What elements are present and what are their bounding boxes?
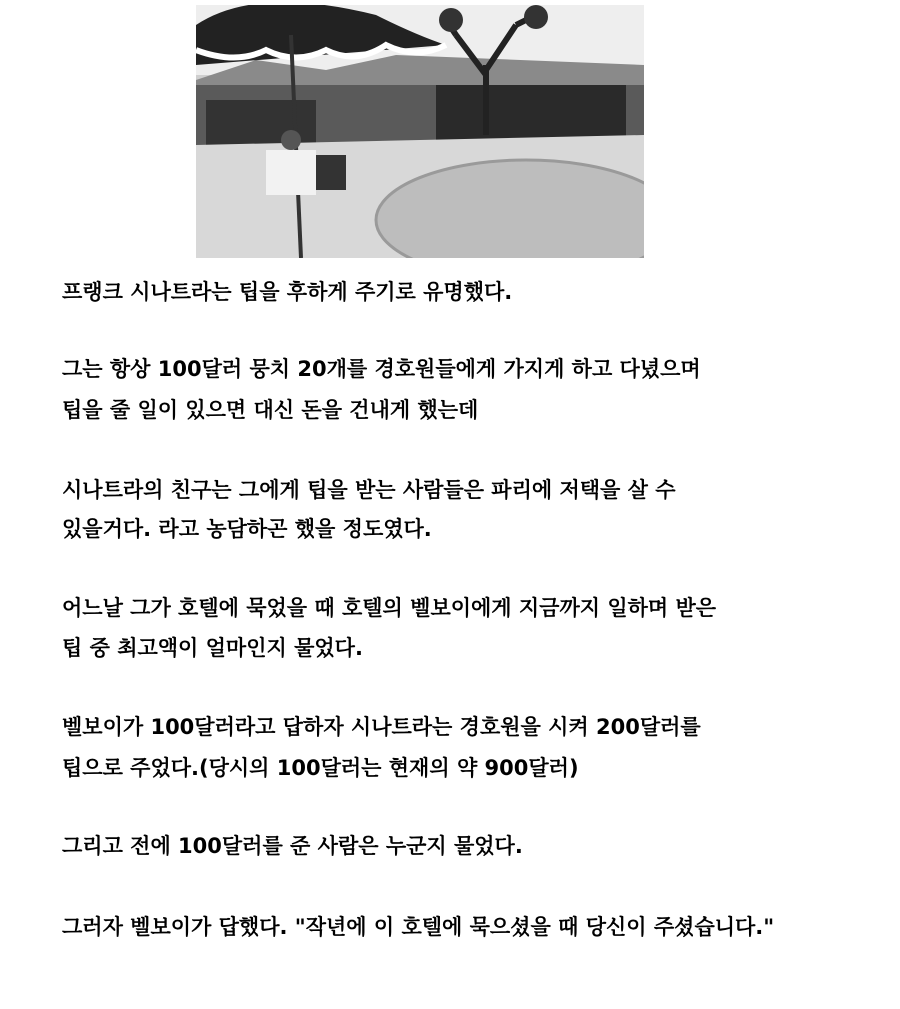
paragraph-line: 있을거다. 라고 농담하곤 했을 정도였다. <box>62 517 432 541</box>
paragraph-line: 팁 중 최고액이 얼마인지 물었다. <box>62 636 363 660</box>
pool-photo <box>196 5 644 258</box>
paragraph-line: 그러자 벨보이가 답했다. "작년에 이 호텔에 묵으셨을 때 당신이 주셨습니다." <box>62 915 775 939</box>
paragraph-line: 팁을 줄 일이 있으면 대신 돈을 건내게 했는데 <box>62 398 479 422</box>
paragraph-line: 벨보이가 100달러라고 답하자 시나트라는 경호원을 시켜 200달러를 <box>62 715 701 739</box>
paragraph-line: 어느날 그가 호텔에 묵었을 때 호텔의 벨보이에게 지금까지 일하며 받은 <box>62 596 717 620</box>
paragraph-line: 프랭크 시나트라는 팁을 후하게 주기로 유명했다. <box>62 280 513 304</box>
paragraph-line: 그는 항상 100달러 뭉치 20개를 경호원들에게 가지게 하고 다녔으며 <box>62 357 701 381</box>
paragraph-line: 시나트라의 친구는 그에게 팁을 받는 사람들은 파리에 저택을 살 수 <box>62 478 676 502</box>
paragraph-line: 그리고 전에 100달러를 준 사람은 누군지 물었다. <box>62 834 523 858</box>
paragraph-line: 팁으로 주었다.(당시의 100달러는 현재의 약 900달러) <box>62 756 579 780</box>
